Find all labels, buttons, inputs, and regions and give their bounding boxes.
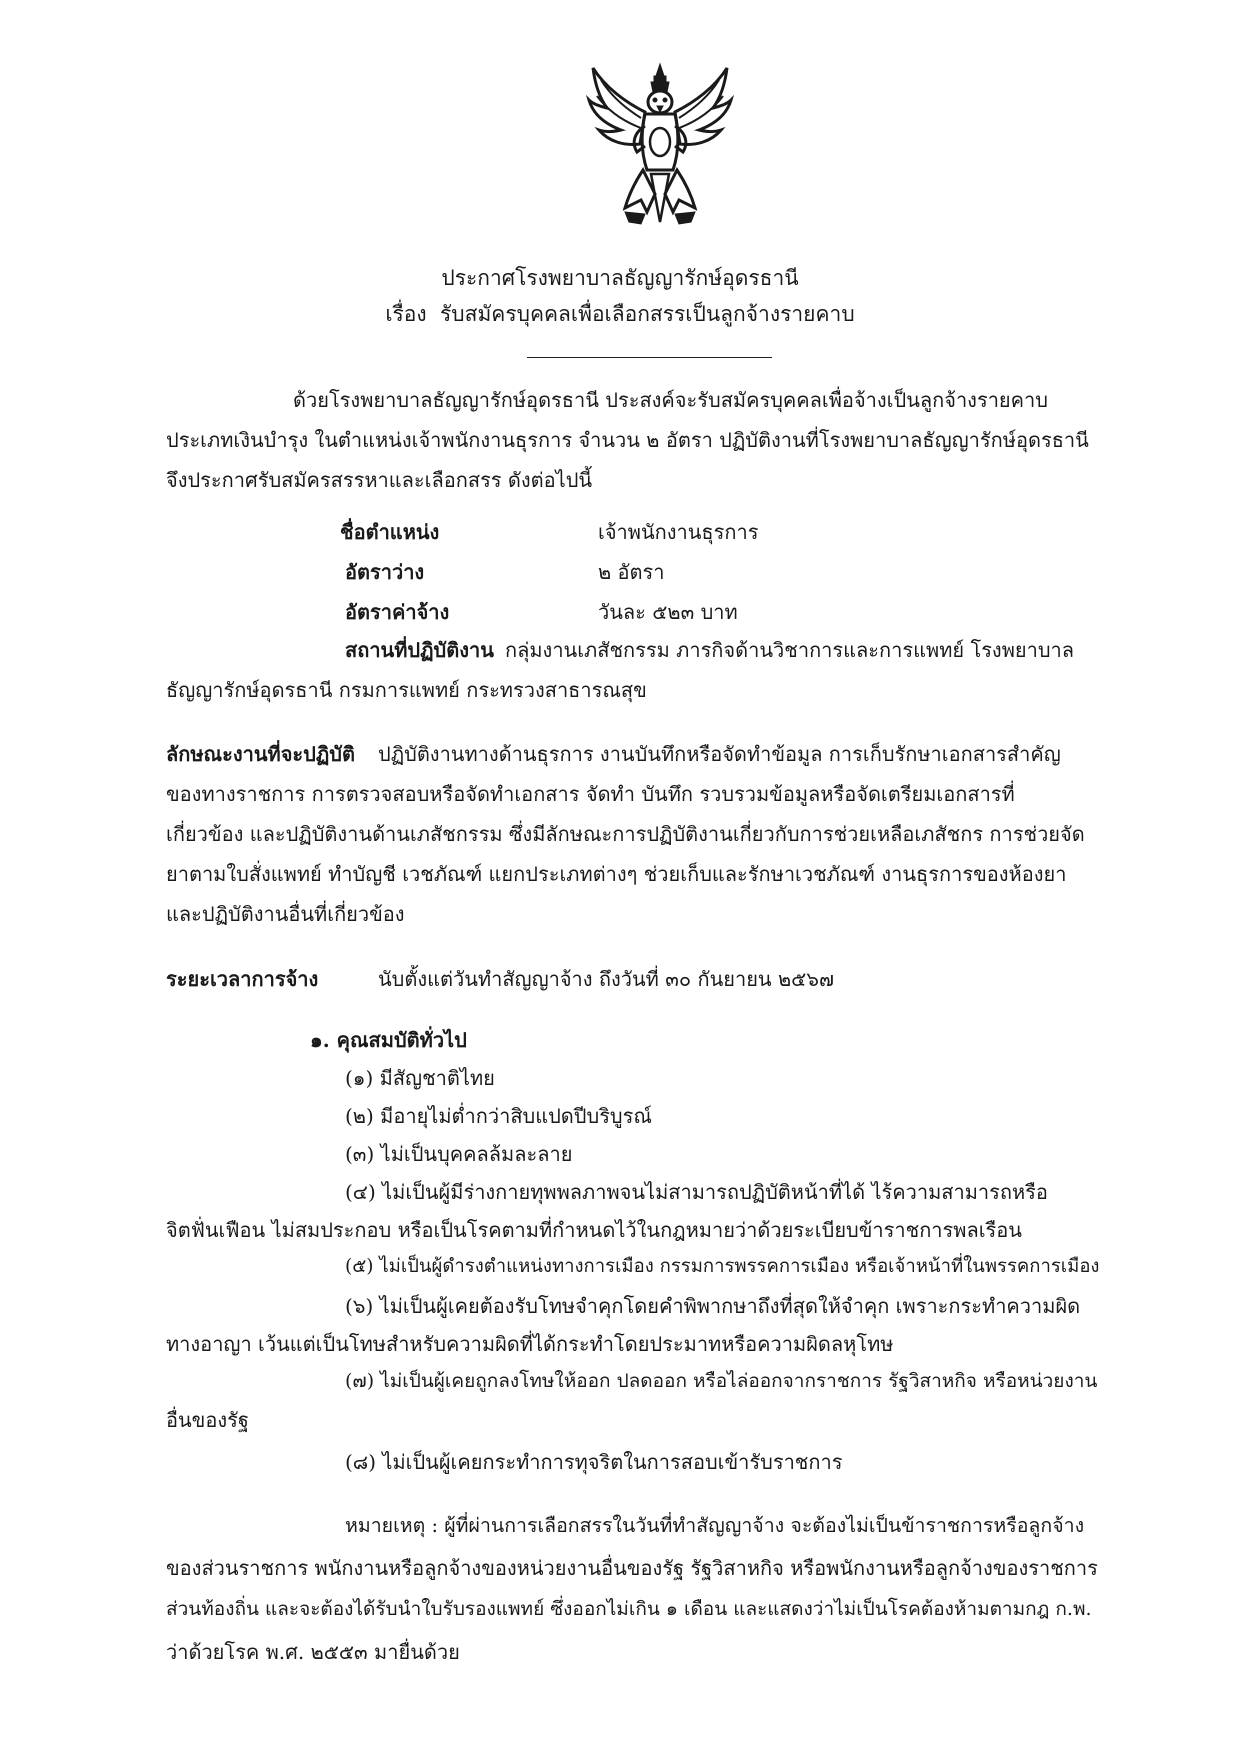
qualification-7a: (๗) ไม่เป็นผู้เคยถูกลงโทษให้ออก ปลดออก หรือไล่ออกจากราชการ รัฐวิสาหกิจ หรือหน่วยงาน (345, 1370, 1098, 1392)
note-line-1: หมายเหตุ : ผู้ที่ผ่านการเลือกสรรในวันที่ทำสัญญาจ้าง จะต้องไม่เป็นข้าราชการหรือลูกจ้าง (345, 1514, 1085, 1537)
position-name-label: ชื่อตำแหน่ง (340, 520, 440, 544)
vacancy-value: ๒ อัตรา (598, 560, 665, 584)
qualification-4a: (๔) ไม่เป็นผู้มีร่างกายทุพพลภาพจนไม่สามารถปฏิบัติหน้าที่ได้ ไร้ความสามารถหรือ (345, 1180, 1048, 1204)
garuda-emblem-icon (585, 62, 735, 232)
qualifications-heading: ๑. คุณสมบัติทั่วไป (310, 1028, 467, 1052)
intro-line-1: ด้วยโรงพยาบาลธัญญารักษ์อุดรธานี ประสงค์จะรับสมัครบุคคลเพื่อจ้างเป็นลูกจ้างรายคาบ (293, 388, 1048, 412)
subject-label: เรื่อง (385, 302, 427, 326)
qualification-6b: ทางอาญา เว้นแต่เป็นโทษสำหรับความผิดที่ได้กระทำโดยประมาทหรือความผิดลหุโทษ (166, 1332, 894, 1356)
vacancy-label: อัตราว่าง (345, 560, 425, 584)
duties-line-4: ยาตามใบสั่งแพทย์ ทำบัญชี เวชภัณฑ์ แยกประเภทต่างๆ ช่วยเก็บและรักษาเวชภัณฑ์ งานธุรการของห้องยา (166, 862, 1067, 886)
qualification-8: (๘) ไม่เป็นผู้เคยกระทำการทุจริตในการสอบเข้ารับราชการ (345, 1450, 843, 1474)
qualification-2: (๒) มีอายุไม่ต่ำกว่าสิบแปดปีบริบูรณ์ (345, 1104, 652, 1128)
document-title: ประกาศโรงพยาบาลธัญญารักษ์อุดรธานี (441, 266, 799, 290)
qualification-3: (๓) ไม่เป็นบุคคลล้มละลาย (345, 1142, 573, 1166)
qualification-5: (๕) ไม่เป็นผู้ดำรงตำแหน่งทางการเมือง กรรมการพรรคการเมือง หรือเจ้าหน้าที่ในพรรคการเมือง (345, 1256, 1100, 1277)
period-label: ระยะเวลาการจ้าง (166, 967, 319, 991)
note-line-3: ส่วนท้องถิ่น และจะต้องได้รับนำใบรับรองแพทย์ ซึ่งออกไม่เกิน ๑ เดือน และแสดงว่าไม่เป็นโรคต้องห้ามตามกฎ ก.พ. (166, 1598, 1092, 1620)
duties-line-1: ปฏิบัติงานทางด้านธุรการ งานบันทึกหรือจัดทำข้อมูล การเก็บรักษาเอกสารสำคัญ (378, 742, 1061, 766)
document-subject (0, 298, 1240, 331)
note-line-4: ว่าด้วยโรค พ.ศ. ๒๕๕๓ มายื่นด้วย (166, 1640, 460, 1664)
qualification-4b: จิตฟั่นเฟือน ไม่สมประกอบ หรือเป็นโรคตามที่กำหนดไว้ในกฎหมายว่าด้วยระเบียบข้าราชการพลเรือน (166, 1218, 1022, 1242)
qualification-6a: (๖) ไม่เป็นผู้เคยต้องรับโทษจำคุกโดยคำพิพากษาถึงที่สุดให้จำคุก เพราะกระทำความผิด (345, 1294, 1081, 1318)
qualification-7b: อื่นของรัฐ (166, 1408, 249, 1432)
duties-line-2: ของทางราชการ การตรวจสอบหรือจัดทำเอกสาร จัดทำ บันทึก รวบรวมข้อมูลหรือจัดเตรียมเอกสารที่ (166, 782, 1015, 806)
intro-line-2: ประเภทเงินบำรุง ในตำแหน่งเจ้าพนักงานธุรการ จำนวน ๒ อัตรา ปฏิบัติงานที่โรงพยาบาลธัญญารักษ์อุดรธานี (166, 428, 1089, 452)
position-name-value: เจ้าพนักงานธุรการ (598, 520, 759, 544)
workplace-label: สถานที่ปฏิบัติงาน (345, 638, 494, 662)
duties-line-3: เกี่ยวข้อง และปฏิบัติงานด้านเภสัชกรรม ซึ่งมีลักษณะการปฏิบัติงานเกี่ยวกับการช่วยเหลือเภสัชกร การช่วยจัด (166, 822, 1085, 846)
qualification-1: (๑) มีสัญชาติไทย (345, 1066, 495, 1090)
workplace-line-1: กลุ่มงานเภสัชกรรม ภารกิจด้านวิชาการและการแพทย์ โรงพยาบาล (505, 638, 1075, 662)
duties-label: ลักษณะงานที่จะปฏิบัติ (166, 742, 355, 766)
duties-line-5: และปฏิบัติงานอื่นที่เกี่ยวข้อง (166, 902, 405, 926)
wage-value: วันละ ๕๒๓ บาท (598, 600, 738, 624)
intro-line-3: จึงประกาศรับสมัครสรรหาและเลือกสรร ดังต่อไปนี้ (166, 468, 593, 492)
wage-label: อัตราค่าจ้าง (345, 600, 450, 624)
subject-text: รับสมัครบุคคลเพื่อเลือกสรรเป็นลูกจ้างรายคาบ (440, 302, 855, 326)
title-divider (527, 357, 772, 358)
note-line-2: ของส่วนราชการ พนักงานหรือลูกจ้างของหน่วยงานอื่นของรัฐ รัฐวิสาหกิจ หรือพนักงานหรือลูกจ้างของราชการ (166, 1556, 1098, 1580)
workplace-line-2: ธัญญารักษ์อุดรธานี กรมการแพทย์ กระทรวงสาธารณสุข (166, 678, 647, 702)
period-value: นับตั้งแต่วันทำสัญญาจ้าง ถึงวันที่ ๓๐ กันยายน ๒๕๖๗ (378, 967, 834, 991)
